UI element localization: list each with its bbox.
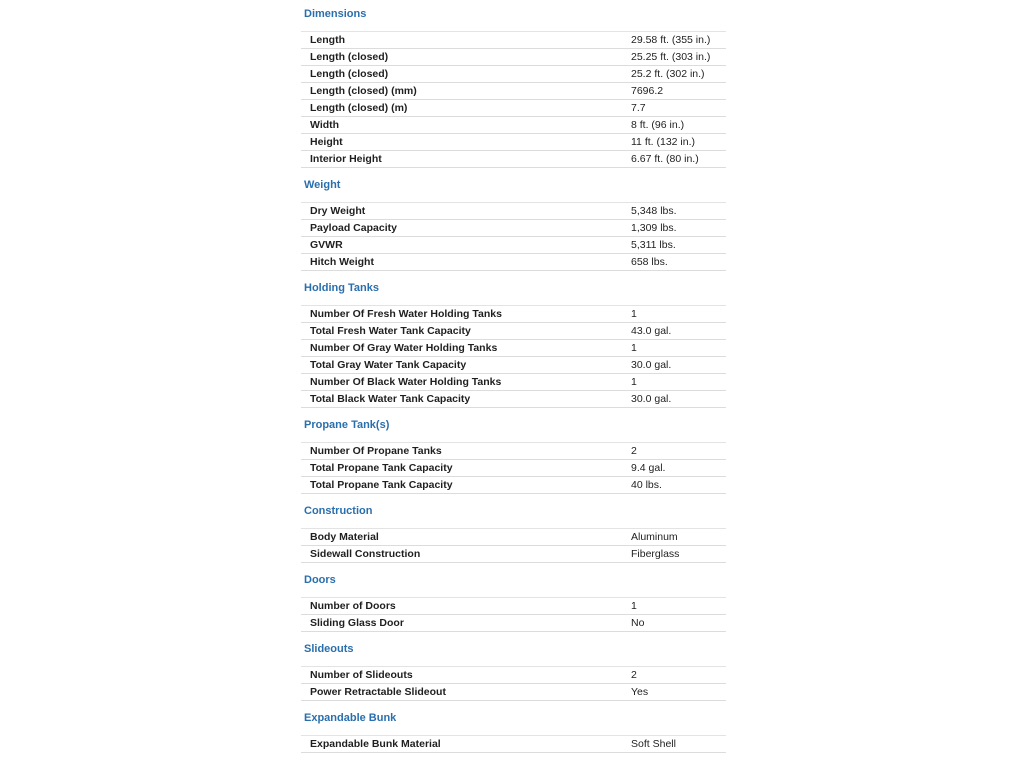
spec-label: Length (closed) (mm) [310, 85, 417, 97]
spec-label: GVWR [310, 239, 343, 251]
section-weight [301, 177, 726, 271]
spec-value: 1 [631, 600, 637, 612]
spec-label: Hitch Weight [310, 256, 374, 268]
spec-row [301, 736, 726, 753]
spec-value: 40 lbs. [631, 479, 662, 491]
spec-label: Total Fresh Water Tank Capacity [310, 325, 471, 337]
spec-label: Dry Weight [310, 205, 366, 217]
spec-rows [301, 735, 726, 753]
spec-row [301, 460, 726, 477]
spec-row [301, 134, 726, 151]
spec-row [301, 391, 726, 408]
spec-rows [301, 31, 726, 168]
spec-row [301, 306, 726, 323]
spec-value: 30.0 gal. [631, 393, 672, 405]
spec-label: Number Of Propane Tanks [310, 445, 442, 457]
spec-label: Body Material [310, 531, 379, 543]
spec-label: Interior Height [310, 153, 382, 165]
spec-rows [301, 528, 726, 563]
section-propane-tanks [301, 417, 726, 494]
spec-value: 7.7 [631, 102, 646, 114]
spec-value: 2 [631, 445, 637, 457]
spec-rows [301, 202, 726, 271]
spec-rows [301, 666, 726, 701]
spec-row [301, 100, 726, 117]
section-doors [301, 572, 726, 632]
spec-label: Expandable Bunk Material [310, 738, 441, 750]
section-title: Weight [304, 179, 341, 191]
section-title: Construction [304, 505, 373, 517]
spec-value: 25.2 ft. (302 in.) [631, 68, 705, 80]
spec-row [301, 32, 726, 49]
spec-value: Fiberglass [631, 548, 680, 560]
spec-label: Power Retractable Slideout [310, 686, 446, 698]
spec-label: Total Gray Water Tank Capacity [310, 359, 467, 371]
spec-label: Total Propane Tank Capacity [310, 479, 453, 491]
spec-value: No [631, 617, 645, 629]
spec-row [301, 220, 726, 237]
spec-label: Number Of Black Water Holding Tanks [310, 376, 502, 388]
section-holding-tanks [301, 280, 726, 408]
spec-row [301, 254, 726, 271]
spec-value: Yes [631, 686, 649, 698]
spec-value: 9.4 gal. [631, 462, 666, 474]
spec-row [301, 357, 726, 374]
spec-value: 5,311 lbs. [631, 239, 676, 251]
spec-row [301, 443, 726, 460]
spec-label: Length (closed) [310, 68, 389, 80]
spec-value: 2 [631, 669, 637, 681]
section-expandable-bunk [301, 710, 726, 753]
section-title: Slideouts [304, 643, 354, 655]
spec-value: 29.58 ft. (355 in.) [631, 34, 711, 46]
spec-row [301, 667, 726, 684]
spec-row [301, 117, 726, 134]
section-title: Doors [304, 574, 336, 586]
spec-rows [301, 442, 726, 494]
spec-label: Payload Capacity [310, 222, 397, 234]
specifications-table [301, 0, 726, 753]
spec-rows [301, 305, 726, 408]
spec-row [301, 340, 726, 357]
spec-value: 5,348 lbs. [631, 205, 677, 217]
spec-row [301, 151, 726, 168]
spec-value: 7696.2 [631, 85, 664, 97]
spec-row [301, 546, 726, 563]
spec-value: 43.0 gal. [631, 325, 672, 337]
spec-value: 658 lbs. [631, 256, 668, 268]
spec-row [301, 529, 726, 546]
spec-row [301, 477, 726, 494]
spec-label: Total Black Water Tank Capacity [310, 393, 471, 405]
spec-row [301, 684, 726, 701]
section-title: Expandable Bunk [304, 712, 397, 724]
section-title: Propane Tank(s) [304, 419, 390, 431]
spec-value: Soft Shell [631, 738, 676, 750]
spec-value: 6.67 ft. (80 in.) [631, 153, 699, 165]
spec-label: Height [310, 136, 343, 148]
spec-value: 8 ft. (96 in.) [631, 119, 685, 131]
spec-row [301, 83, 726, 100]
spec-label: Number of Doors [310, 600, 396, 612]
section-dimensions [301, 6, 726, 168]
spec-row [301, 203, 726, 220]
spec-label: Total Propane Tank Capacity [310, 462, 453, 474]
spec-row [301, 598, 726, 615]
section-construction [301, 503, 726, 563]
spec-label: Number Of Fresh Water Holding Tanks [310, 308, 502, 320]
spec-row [301, 615, 726, 632]
spec-value: 30.0 gal. [631, 359, 672, 371]
section-title: Dimensions [304, 8, 367, 20]
spec-label: Sidewall Construction [310, 548, 421, 560]
spec-label: Length (closed) [310, 51, 389, 63]
spec-row [301, 323, 726, 340]
spec-label: Length [310, 34, 345, 46]
spec-value: 1 [631, 342, 637, 354]
spec-value: 25.25 ft. (303 in.) [631, 51, 711, 63]
spec-row [301, 66, 726, 83]
spec-value: Aluminum [631, 531, 678, 543]
spec-value: 11 ft. (132 in.) [631, 136, 696, 148]
spec-row [301, 237, 726, 254]
spec-value: 1 [631, 376, 637, 388]
spec-value: 1,309 lbs. [631, 222, 677, 234]
spec-label: Length (closed) (m) [310, 102, 408, 114]
spec-rows [301, 597, 726, 632]
spec-row [301, 49, 726, 66]
spec-label: Sliding Glass Door [310, 617, 404, 629]
section-title: Holding Tanks [304, 282, 379, 294]
spec-row [301, 374, 726, 391]
spec-label: Number of Slideouts [310, 669, 413, 681]
spec-value: 1 [631, 308, 637, 320]
section-slideouts [301, 641, 726, 701]
spec-label: Number Of Gray Water Holding Tanks [310, 342, 498, 354]
spec-label: Width [310, 119, 340, 131]
